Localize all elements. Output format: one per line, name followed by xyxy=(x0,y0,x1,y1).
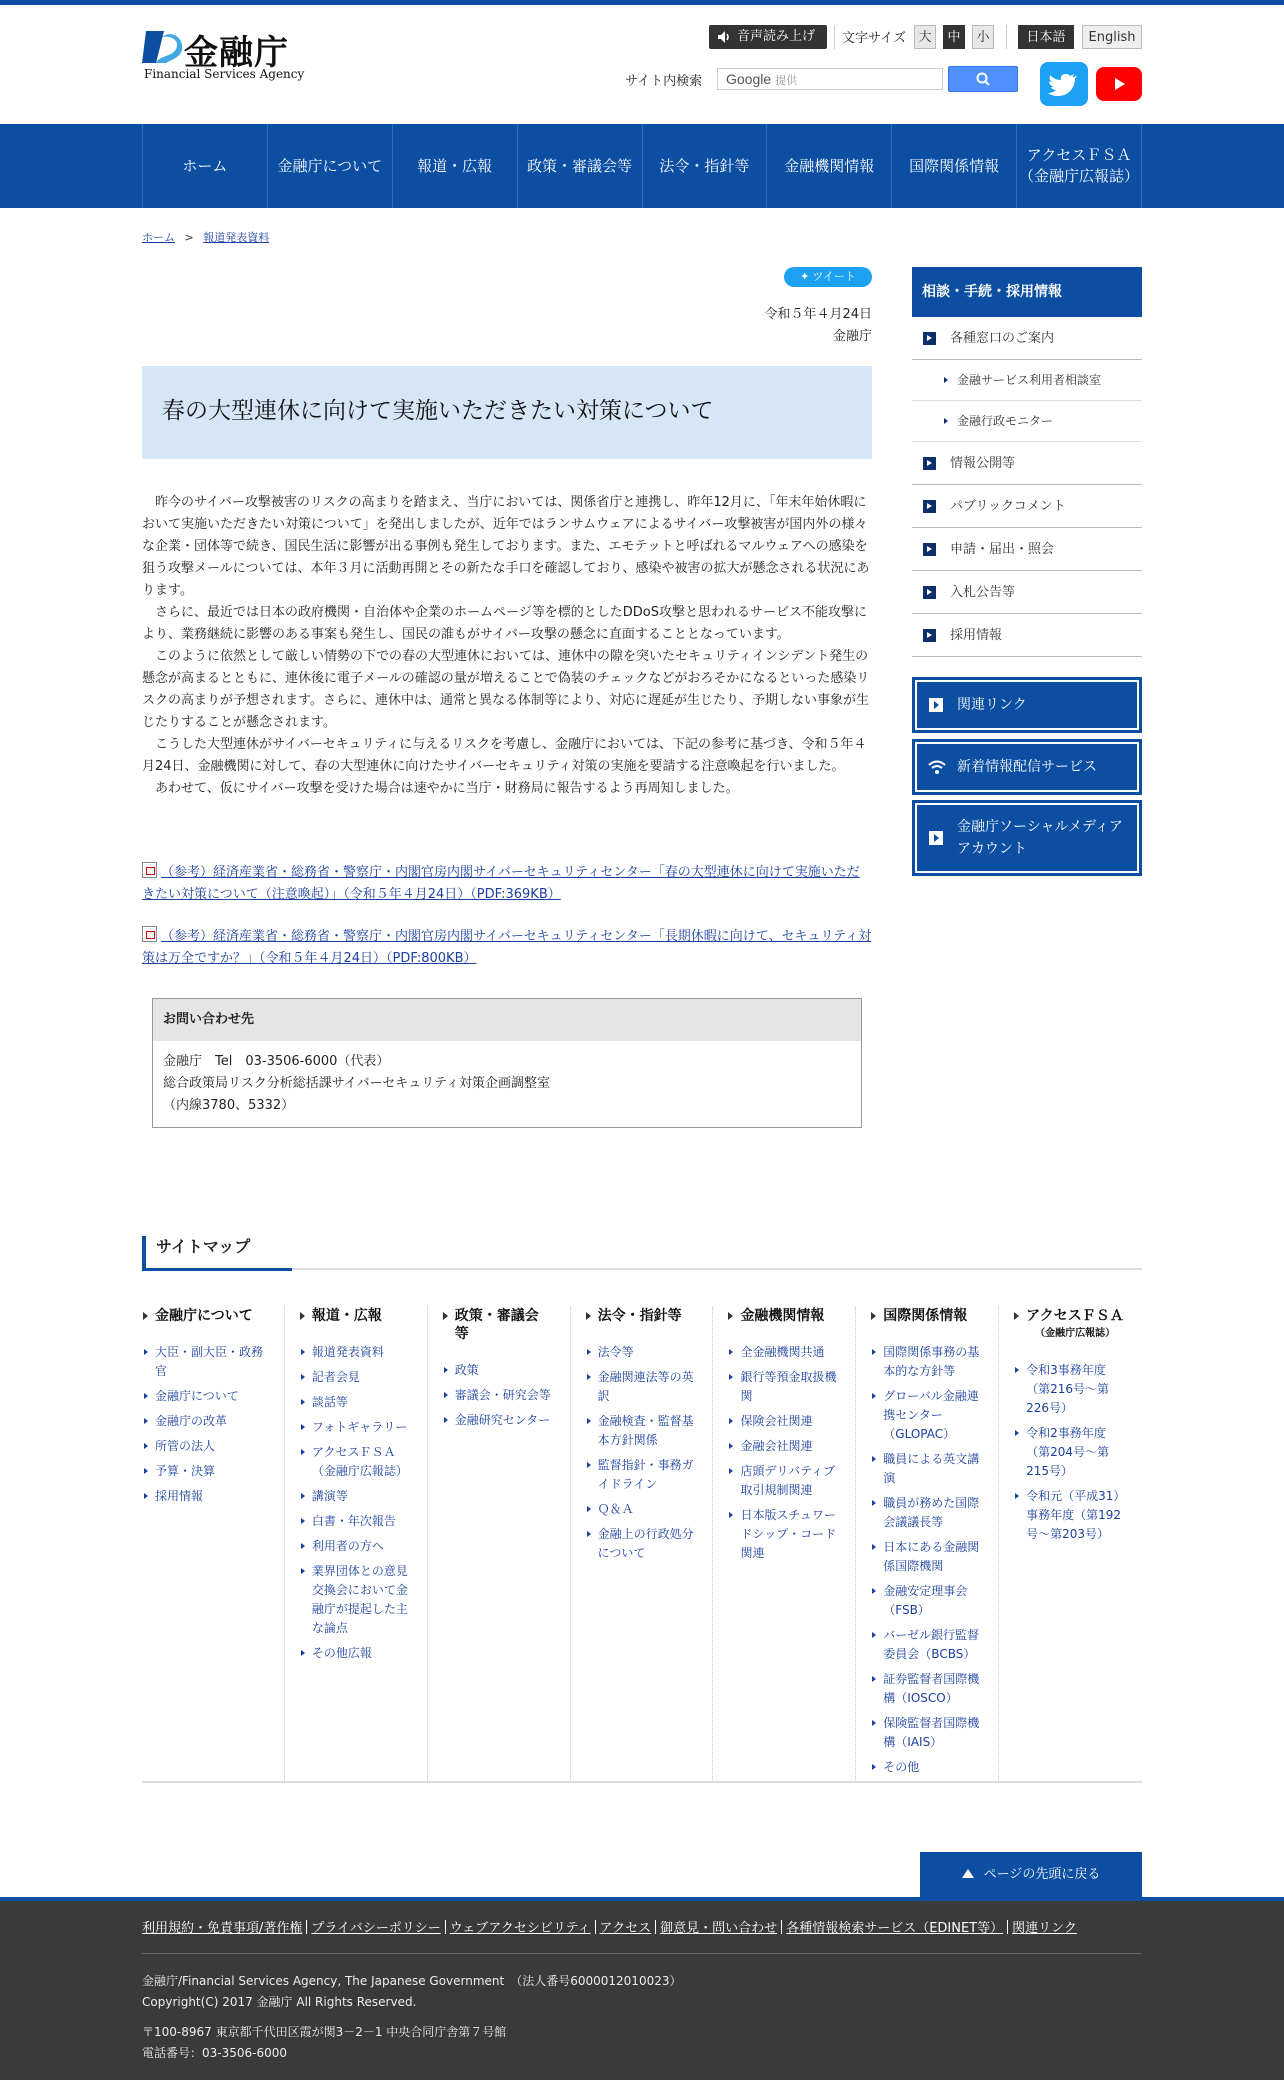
fsa-logo-mark-icon xyxy=(142,29,184,65)
page-top-label: ページの先頭に戻る xyxy=(983,1867,1101,1882)
nav-item-5[interactable]: 金融機関情報 xyxy=(767,124,892,208)
divider xyxy=(1006,25,1007,49)
nav-item-2[interactable]: 報道・広報 xyxy=(393,124,518,208)
news-delivery-label: 新着情報配信サービス xyxy=(957,759,1097,775)
date-block xyxy=(764,304,872,348)
font-size-large-button[interactable]: 大 xyxy=(914,25,936,49)
sitemap-column-heading[interactable] xyxy=(299,1307,409,1325)
sitemap-rule xyxy=(142,1268,1142,1270)
sitemap-link[interactable]: 大臣・副大臣・政務官 xyxy=(142,1343,266,1381)
news-delivery-button[interactable] xyxy=(912,739,1142,795)
footer-phone: 電話番号：03-3506-6000 xyxy=(142,2046,288,2060)
contact-heading: お問い合わせ先 xyxy=(153,999,861,1041)
sidebar-item-label: パブリックコメント xyxy=(950,499,1066,514)
sitemap-link[interactable]: 予算・決算 xyxy=(142,1462,266,1481)
contact-line: 金融庁 Tel 03-3506-6000（代表） xyxy=(163,1054,390,1069)
arrow-box-icon xyxy=(923,457,936,470)
sitemap-link[interactable]: 監督指針・事務ガイドライン xyxy=(585,1456,695,1494)
search-provided-text: 提供 xyxy=(775,75,798,87)
sitemap-heading-sub: （金融庁広報誌） xyxy=(1035,1328,1116,1339)
sitemap-heading-label: 金融機関情報 xyxy=(740,1308,825,1324)
site-header xyxy=(0,5,1284,124)
global-nav-items xyxy=(142,124,1142,208)
article-paragraph: あわせて、仮にサイバー攻撃を受けた場合は速やかに当庁・財務局に報告するよう再周知しました。 xyxy=(155,781,739,796)
sitemap-list xyxy=(727,1343,837,1563)
sidebar xyxy=(912,267,1142,657)
breadcrumb xyxy=(142,229,269,245)
sitemap-link[interactable]: 金融安定理事会（FSB） xyxy=(870,1582,980,1620)
sitemap-link[interactable]: 国際関係事務の基本的な方針等 xyxy=(870,1343,980,1381)
sitemap-link[interactable]: 銀行等預金取扱機関 xyxy=(727,1368,837,1406)
sidebar-items xyxy=(912,317,1142,657)
sitemap-column-heading[interactable] xyxy=(142,1307,266,1325)
sitemap-link[interactable]: グローバル金融連携センター（GLOPAC） xyxy=(870,1387,980,1444)
logo-text-en: Financial Services Agency xyxy=(144,67,305,81)
footer-link[interactable]: ウェブアクセシビリティ xyxy=(449,1921,591,1936)
nav-item-7[interactable]: アクセスＦＳＡ （金融庁広報誌） xyxy=(1017,124,1142,208)
footer-link-divider xyxy=(445,1920,446,1934)
arrow-right-icon xyxy=(929,831,943,845)
footer-links xyxy=(142,1917,1077,1936)
sitemap-column-heading[interactable] xyxy=(442,1307,552,1343)
sitemap-link[interactable]: バーゼル銀行監督委員会（BCBS） xyxy=(870,1626,980,1664)
lang-japanese-button[interactable]: 日本語 xyxy=(1018,25,1074,49)
page-top-button[interactable] xyxy=(920,1852,1142,1897)
sitemap-rule-accent xyxy=(142,1268,292,1271)
content-bottom-rule xyxy=(142,1781,1142,1783)
article-body xyxy=(142,492,872,800)
publish-date: 令和５年４月24日 xyxy=(764,307,872,322)
nav-item-0[interactable]: ホーム xyxy=(143,124,268,208)
sitemap-link[interactable]: 所管の法人 xyxy=(142,1437,266,1456)
sitemap-title: サイトマップ xyxy=(142,1236,292,1270)
nav-item-3[interactable]: 政策・審議会等 xyxy=(518,124,643,208)
sidebar-item-label: 申請・届出・照会 xyxy=(950,542,1055,557)
article-paragraph: このように依然として厳しい情勢の下での春の大型連休においては、連休中の隙を突いたセキュリティインシデント発生の懸念が高まるとともに、連休後に電子メールの確認の量が増えることで偽装のチェックなどがおろそかになるといった感染リスクの高まりが予想されます。さらに、連休中は、通常と異なる体制等により、対応に遅延が生じたり、予期しない事象が生じたりすることが懸念されます。 xyxy=(142,649,870,730)
sitemap-link[interactable]: 採用情報 xyxy=(142,1487,266,1506)
sitemap-link[interactable]: 業界団体との意見交換会において金融庁が提起した主な論点 xyxy=(299,1562,409,1638)
sitemap-link[interactable]: 利用者の方へ xyxy=(299,1537,409,1556)
sitemap-list xyxy=(870,1343,980,1777)
arrow-box-icon xyxy=(923,332,936,345)
issuer-name: 金融庁 xyxy=(832,329,872,344)
nav-item-6[interactable]: 国際関係情報 xyxy=(892,124,1017,208)
sitemap-list xyxy=(585,1343,695,1563)
nav-item-1[interactable]: 金融庁について xyxy=(268,124,393,208)
sitemap-link[interactable]: 金融庁について xyxy=(142,1387,266,1406)
sidebar-item-label: 金融サービス利用者相談室 xyxy=(957,373,1102,387)
sitemap-heading-label: アクセスＦＳＡ xyxy=(1026,1308,1124,1324)
sitemap-link[interactable]: その他 xyxy=(870,1758,980,1777)
speaker-icon xyxy=(717,30,731,44)
font-size-medium-button[interactable]: 中 xyxy=(943,25,965,49)
sidebar-item-label: 採用情報 xyxy=(950,628,1003,643)
sitemap-link[interactable]: 金融庁の改革 xyxy=(142,1412,266,1431)
sitemap-column xyxy=(285,1307,428,1783)
sitemap-column-heading[interactable] xyxy=(870,1307,980,1325)
sitemap-link[interactable]: フォトギャラリー xyxy=(299,1418,409,1437)
sidebar-heading: 相談・手続・採用情報 xyxy=(912,267,1142,317)
sitemap-column-inner xyxy=(142,1307,278,1506)
social-media-label: 金融庁ソーシャルメディア アカウント xyxy=(957,819,1123,857)
triangle-right-icon xyxy=(944,377,948,383)
sitemap-link[interactable]: 保険会社関連 xyxy=(727,1412,837,1431)
lang-english-button[interactable]: English xyxy=(1082,25,1142,49)
footer-link[interactable]: 御意見・問い合わせ xyxy=(660,1921,778,1936)
footer-link[interactable]: アクセス xyxy=(599,1921,652,1936)
sitemap-link[interactable]: 全金融機関共通 xyxy=(727,1343,837,1362)
pdf-icon xyxy=(142,862,157,878)
sidebar-item[interactable] xyxy=(912,485,1142,528)
arrow-box-icon xyxy=(923,500,936,513)
sitemap-list xyxy=(442,1361,552,1430)
site-logo[interactable] xyxy=(142,25,312,85)
sitemap-link[interactable]: 講演等 xyxy=(299,1487,409,1506)
footer-org: 金融庁/Financial Services Agency, The Japanese Government （法人番号6000012010023） xyxy=(142,1974,682,1988)
sitemap-link[interactable]: 白書・年次報告 xyxy=(299,1512,409,1531)
site-footer xyxy=(0,1897,1284,2080)
sitemap-link[interactable]: 令和元（平成31）事務年度（第192号～第203号） xyxy=(1013,1487,1124,1544)
nav-item-4[interactable]: 法令・指針等 xyxy=(643,124,768,208)
sitemap-link[interactable]: 金融上の行政処分について xyxy=(585,1525,695,1563)
sitemap-column xyxy=(142,1307,285,1783)
twitter-bird-icon: ✦ xyxy=(800,271,810,283)
sitemap-heading-label: 国際関係情報 xyxy=(883,1308,968,1324)
sitemap-link[interactable]: 報道発表資料 xyxy=(299,1343,409,1362)
footer-link-divider xyxy=(781,1920,782,1934)
sitemap-heading-label: 法令・指針等 xyxy=(597,1308,682,1324)
sitemap-link[interactable]: 日本版スチュワードシップ・コード関連 xyxy=(727,1506,837,1563)
footer-link-divider xyxy=(306,1920,307,1934)
sitemap-link[interactable]: 令和3事務年度（第216号～第226号） xyxy=(1013,1361,1124,1418)
site-search-label: サイト内検索 xyxy=(625,74,703,89)
sidebar-item[interactable] xyxy=(912,528,1142,571)
arrow-box-icon xyxy=(923,543,936,556)
voice-reader-label: 音声読み上げ xyxy=(737,29,816,44)
sitemap-link[interactable]: 金融検査・監督基本方針関係 xyxy=(585,1412,695,1450)
sitemap-list xyxy=(142,1343,266,1506)
sitemap-link[interactable]: Ｑ＆Ａ xyxy=(585,1500,695,1519)
sitemap-column-inner xyxy=(571,1307,707,1563)
pdf-icon xyxy=(142,926,157,942)
footer-link-divider xyxy=(655,1920,656,1934)
contact-line: （内線3780、5332） xyxy=(163,1098,295,1113)
sitemap-link[interactable]: 日本にある金融関係国際機関 xyxy=(870,1538,980,1576)
site-search-input[interactable] xyxy=(717,68,943,90)
sitemap-list xyxy=(1013,1361,1124,1544)
contact-line: 総合政策局リスク分析総括課サイバーセキュリティ対策企画調整室 xyxy=(163,1076,551,1091)
sitemap-column-inner xyxy=(856,1307,992,1777)
wifi-icon xyxy=(927,759,947,775)
arrow-box-icon xyxy=(923,629,936,642)
sidebar-item[interactable] xyxy=(912,360,1142,401)
font-size-label: 文字サイズ xyxy=(842,31,906,46)
sitemap-link[interactable]: 金融研究センター xyxy=(442,1411,552,1430)
sitemap-column-heading[interactable] xyxy=(585,1307,695,1325)
footer-link-divider xyxy=(1007,1920,1008,1934)
sitemap-column xyxy=(713,1307,856,1783)
related-links-button[interactable] xyxy=(912,677,1142,733)
sitemap-columns xyxy=(142,1307,1142,1783)
sidebar-item[interactable] xyxy=(912,614,1142,657)
page-title-box xyxy=(142,366,872,459)
sitemap-link[interactable]: その他広報 xyxy=(299,1644,409,1663)
social-media-button[interactable] xyxy=(912,800,1142,876)
sitemap-link[interactable]: 記者会見 xyxy=(299,1368,409,1387)
sitemap-column xyxy=(856,1307,999,1783)
related-links-label: 関連リンク xyxy=(957,697,1027,713)
voice-reader-button[interactable] xyxy=(709,25,827,49)
sitemap-link[interactable]: 職員による英文講演 xyxy=(870,1450,980,1488)
sidebar-item[interactable] xyxy=(912,442,1142,485)
article-paragraph: さらに、最近では日本の政府機関・自治体や企業のホームページ等を標的としたDDoS攻撃と思われるサービス不能攻撃により、業務継続に影響のある事案も発生し、国民の誰もがサイバー攻撃の懸念に直面することとなっています。 xyxy=(142,605,867,642)
sitemap-link[interactable]: 令和2事務年度（第204号～第215号） xyxy=(1013,1424,1124,1481)
sitemap-column-heading[interactable] xyxy=(727,1307,837,1325)
footer-link[interactable]: プライバシーポリシー xyxy=(311,1921,441,1936)
logo-text-jp: 金融庁 xyxy=(184,33,289,73)
breadcrumb-separator: > xyxy=(184,231,194,244)
sidebar-item-label: 入札公告等 xyxy=(950,585,1016,600)
sitemap-heading-label: 金融庁について xyxy=(155,1308,253,1324)
search-button[interactable] xyxy=(948,66,1018,92)
search-icon xyxy=(949,67,1019,93)
arrow-box-icon xyxy=(923,586,936,599)
contact-body xyxy=(153,1041,861,1127)
sitemap-link[interactable]: 政策 xyxy=(442,1361,552,1380)
pdf-link-2[interactable]: （参考）経済産業省・総務省・警察庁・内閣官房内閣サイバーセキュリティセンター「長期休暇に向けて、セキュリティ対策は万全ですか？」（令和５年４月24日）（PDF:800KB） xyxy=(142,929,872,966)
footer-link-divider xyxy=(595,1920,596,1934)
sitemap-link[interactable]: 金融会社関連 xyxy=(727,1437,837,1456)
page-title: 春の大型連休に向けて実施いただきたい対策について xyxy=(162,398,714,424)
sitemap-link[interactable]: 職員が務めた国際会議議長等 xyxy=(870,1494,980,1532)
pdf-link-item xyxy=(142,926,872,970)
sitemap-link[interactable]: 談話等 xyxy=(299,1393,409,1412)
sitemap-list xyxy=(299,1343,409,1663)
sitemap-link[interactable]: 店頭デリバティブ取引規制関連 xyxy=(727,1462,837,1500)
global-nav xyxy=(0,124,1284,208)
article-paragraph: こうした大型連休がサイバーセキュリティに与えるリスクを考慮し、金融庁においては、下記の参考に基づき、令和５年４月24日、金融機関に対して、春の大型連休に向けたサイバーセキュリティ対策の実施を要請する注意喚起を行いました。 xyxy=(142,737,867,774)
tweet-label: ツイート xyxy=(812,271,856,283)
sitemap-column-inner xyxy=(428,1307,564,1430)
footer-rule xyxy=(142,1953,1142,1954)
twitter-bird-icon xyxy=(1040,62,1088,106)
sitemap-column-inner xyxy=(999,1307,1136,1544)
sitemap-link[interactable]: アクセスＦＳＡ（金融庁広報誌） xyxy=(299,1443,409,1481)
pdf-link-1[interactable]: （参考）経済産業省・総務省・警察庁・内閣官房内閣サイバーセキュリティセンター「春の大型連休に向けて実施いただきたい対策について（注意喚起）」（令和５年４月24日）（PDF:369KB） xyxy=(142,865,860,902)
footer-link[interactable]: 各種情報検索サービス（EDINET等） xyxy=(786,1921,1004,1936)
sidebar-item-label: 情報公開等 xyxy=(950,456,1016,471)
sidebar-item-label: 各種窓口のご案内 xyxy=(950,331,1055,346)
sitemap-column xyxy=(428,1307,571,1783)
twitter-link[interactable] xyxy=(1040,62,1088,106)
sitemap-link[interactable]: 金融関連法等の英訳 xyxy=(585,1368,695,1406)
sitemap-heading-label: 報道・広報 xyxy=(311,1308,382,1324)
footer-address: 〒100-8967 東京都千代田区霞が関3－2－1 中央合同庁舎第７号館 xyxy=(142,2025,507,2039)
sitemap-column-inner xyxy=(713,1307,849,1563)
sitemap-link[interactable]: 審議会・研究会等 xyxy=(442,1386,552,1405)
sidebar-item[interactable] xyxy=(912,317,1142,360)
article-paragraph: 昨今のサイバー攻撃被害のリスクの高まりを踏まえ、当庁においては、関係省庁と連携し、昨年12月に、「年末年始休暇において実施いただきたい対策について」を発出しましたが、近年ではランサムウェアによるサイバー攻撃被害が国内外の様々な企業・団体等で続き、国民生活に影響が出る事例も発生しております。また、エモテットと呼ばれるマルウェアへの感染を狙う攻撃メールについては、本年３月に活動再開とその新たな手口を確認しており、感染や被害の拡大が懸念される状況にあります。 xyxy=(142,495,870,598)
footer-copyright: Copyright(C) 2017 金融庁 All Rights Reserved. xyxy=(142,1995,417,2009)
sitemap-link[interactable]: 保険監督者国際機構（IAIS） xyxy=(870,1714,980,1752)
sitemap-column-heading[interactable] xyxy=(1013,1307,1124,1343)
pdf-link-item xyxy=(142,862,872,906)
tweet-button[interactable] xyxy=(784,267,872,287)
arrow-right-icon xyxy=(929,698,943,712)
footer-link[interactable]: 関連リンク xyxy=(1012,1921,1077,1936)
footer-link[interactable]: 利用規約・免責事項/著作権 xyxy=(142,1921,303,1936)
sitemap-link[interactable]: 証券監督者国際機構（IOSCO） xyxy=(870,1670,980,1708)
sidebar-item[interactable] xyxy=(912,571,1142,614)
youtube-play-icon xyxy=(1096,67,1142,101)
sidebar-item-label: 金融行政モニター xyxy=(957,414,1054,428)
arrow-up-icon xyxy=(962,1869,974,1878)
google-brand: Google xyxy=(726,71,772,87)
sitemap-column-inner xyxy=(285,1307,421,1663)
sitemap-column xyxy=(999,1307,1142,1783)
breadcrumb-current-link[interactable]: 報道発表資料 xyxy=(203,231,270,244)
sidebar-item[interactable] xyxy=(912,401,1142,442)
breadcrumb-home-link[interactable]: ホーム xyxy=(142,231,175,244)
font-size-small-button[interactable]: 小 xyxy=(972,25,994,49)
sitemap-heading-label: 政策・審議会等 xyxy=(454,1308,539,1342)
triangle-right-icon xyxy=(944,418,948,424)
sitemap-link[interactable]: 法令等 xyxy=(585,1343,695,1362)
sitemap-column xyxy=(571,1307,714,1783)
contact-box xyxy=(152,998,862,1128)
youtube-link[interactable] xyxy=(1096,67,1142,101)
divider xyxy=(834,25,835,49)
